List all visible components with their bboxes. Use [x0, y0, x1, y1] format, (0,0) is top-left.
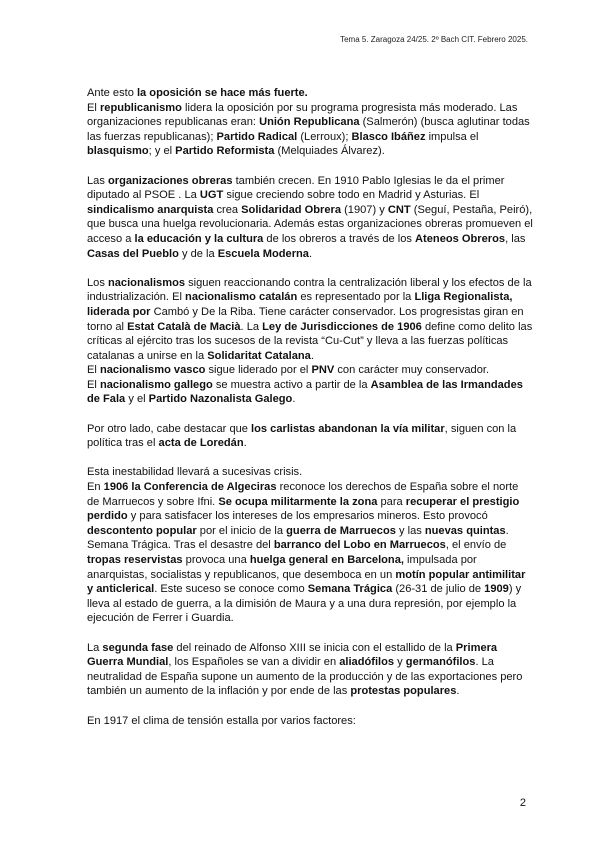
text-run: El	[87, 378, 100, 391]
page-number: 2	[519, 797, 526, 809]
text-run: y	[394, 656, 406, 669]
text-run: sigue creciendo sobre todo en Madrid y Asturias. El	[223, 189, 480, 202]
text-run: reconoce los derechos de España sobre el norte de Marruecos y sobre Ifni.	[87, 481, 519, 508]
bold-text: Se ocupa militarmente la zona	[218, 495, 378, 508]
text-run: sigue liderado por el	[205, 364, 312, 377]
bold-text: 1909	[484, 583, 509, 596]
bold-text: organizaciones obreras	[107, 174, 233, 187]
text-run: y para satisfacer los intereses de los empresarios mineros. Esto provocó	[127, 510, 488, 523]
bold-text: Escuela Moderna	[217, 247, 309, 260]
bold-text: motín popular antimilitar y anticlerical	[87, 568, 526, 596]
bold-text: la educación y la cultura	[134, 232, 264, 245]
bold-text: Lliga Regionalista, liderada por	[87, 291, 513, 318]
bold-text: Asamblea de las Irmandades de Fala	[87, 378, 523, 406]
bold-text: Solidaridad Obrera	[241, 203, 342, 216]
document-body	[87, 86, 533, 743]
page-header: Tema 5. Zaragoza 24/25. 2º Bach CIT. Febrero 2025.	[340, 35, 528, 44]
text-run: , los Españoles se van a dividir en	[168, 656, 340, 669]
bold-text: protestas populares	[350, 685, 457, 698]
text-run: (26-31 de julio de	[392, 583, 485, 596]
text-run: por el inicio de la	[196, 524, 287, 537]
paragraph-1	[87, 86, 533, 159]
text-run: ) y lleva al estado de guerra, a la dimisión de Maura y a una dura represión, por ejemplo la ejecución de Ferrer i Guardia.	[87, 583, 522, 625]
text-run: Las	[87, 174, 108, 187]
text-run: El	[87, 364, 100, 377]
text-run: La	[87, 641, 103, 654]
text-run: lidera la oposición por su programa progresista más moderado. Las organizaciones republicanas eran:	[87, 101, 518, 129]
text-run: impulsa el	[425, 130, 479, 143]
bold-text: Semana Trágica	[307, 583, 393, 596]
bold-text: PNV	[311, 364, 335, 377]
text-run: también crecen. En 1910 Pablo Iglesias le da el primer diputado al PSOE . La	[87, 174, 505, 202]
paragraph-2	[87, 174, 533, 262]
bold-text: CNT	[387, 203, 411, 216]
text-run: ; y el	[148, 145, 176, 158]
bold-text: segunda fase	[102, 641, 174, 654]
bold-text: blasquismo	[87, 145, 149, 158]
text-run: Semana Trágica. Tras el desastre del	[87, 539, 274, 552]
bold-text: sindicalismo anarquista	[87, 203, 214, 216]
bold-text: nacionalismo gallego	[99, 378, 213, 391]
bold-text: acta de Loredán	[158, 437, 244, 450]
bold-text: barranco del Lobo en Marruecos	[273, 539, 446, 552]
text-run: impulsada por anarquistas, socialistas y republicanos, que desemboca en un	[87, 554, 477, 581]
bold-text: la oposición se hace más fuerte.	[136, 87, 308, 99]
bold-text: los carlistas abandonan la vía militar	[251, 422, 445, 435]
text-run: (Salmerón) (busca aglutinar todas las fuerzas republicanas);	[87, 116, 530, 143]
text-run: crea	[213, 203, 242, 216]
text-run: Los	[87, 276, 108, 289]
text-run: En	[87, 481, 104, 494]
text-run: , el envío de	[445, 539, 507, 552]
text-run: (Lerroux);	[297, 130, 352, 143]
text-run: de los obreros a través de los	[263, 232, 416, 245]
text-run: y el	[125, 393, 149, 406]
paragraph-7	[87, 714, 533, 729]
text-run: .	[292, 393, 296, 406]
text-run: (Seguí, Pestaña, Peiró), que busca una huelga revolucionaria. Además estas organizaciones obreras promueven el acceso a	[87, 203, 533, 245]
bold-text: germanófilos	[405, 656, 476, 669]
text-run: .	[310, 349, 314, 362]
bold-text: descontento popular	[87, 524, 197, 537]
bold-text: 1906 la Conferencia de Algeciras	[103, 481, 277, 494]
bold-text: aliadófilos	[339, 656, 395, 669]
bold-text: guerra de Marruecos	[286, 524, 396, 537]
bold-text: Partido Radical	[216, 130, 298, 143]
text-run: , siguen con la política tras el	[87, 422, 517, 450]
bold-text: republicanismo	[99, 101, 182, 114]
bold-text: tropas reservistas	[87, 554, 183, 566]
text-run: El	[87, 101, 100, 114]
text-run: para	[377, 495, 406, 508]
bold-text: Partido Reformista	[175, 145, 275, 158]
text-run: define como delito las críticas al ejército tras los sucesos de la revista “Cu-Cut” y lleva a las fuerzas políticas catalanas a unirse en la	[87, 320, 533, 362]
bold-text: UGT	[199, 189, 224, 202]
text-run: .	[505, 524, 509, 537]
bold-text: nacionalismo catalán	[185, 291, 298, 304]
text-run: Esta inestabilidad llevará a sucesivas crisis.	[87, 466, 303, 479]
text-run: .	[456, 685, 460, 698]
text-run: Por otro lado, cabe destacar que	[87, 422, 252, 435]
text-run: Ante esto	[87, 87, 137, 99]
text-run: y las	[395, 524, 425, 537]
text-run: . Este suceso se conoce como	[154, 583, 308, 596]
text-run: .	[243, 437, 247, 450]
bold-text: Casas del Pueblo	[87, 247, 179, 260]
bold-text: nacionalismos	[107, 276, 186, 289]
paragraph-4	[87, 422, 533, 451]
paragraph-3	[87, 276, 533, 407]
text-run: siguen reaccionando contra la centralización liberal y los efectos de la industrialización. El	[87, 276, 532, 304]
bold-text: Ateneos Obreros	[415, 232, 506, 245]
bold-text: Estat Català de Macià	[127, 320, 241, 333]
text-run: . La neutralidad de España supone un aumento de la producción y de las exportaciones pero también un aumento de la inflación y por ende de las	[87, 656, 523, 698]
bold-text: nacionalismo vasco	[99, 364, 206, 377]
text-run: (1907) y	[341, 203, 388, 216]
text-run: Cambó y De la Riba. Tiene carácter conservador. Los progresistas giran en torno al	[87, 305, 524, 333]
bold-text: recuperar el prestigio perdido	[87, 495, 520, 523]
text-run: se muestra activo a partir de la	[212, 378, 371, 391]
text-run: provoca una	[182, 554, 250, 566]
bold-text: Partido Nazonalista Galego	[148, 393, 293, 406]
text-run: (Melquiades Álvarez).	[274, 145, 385, 158]
text-run: En 1917 el clima de tensión estalla por varios factores:	[87, 714, 356, 727]
text-run: .	[308, 247, 313, 260]
text-run: . La	[240, 320, 263, 333]
text-run: es representado por la	[297, 291, 415, 304]
text-run: del reinado de Alfonso XIII se inicia con el estallido de la	[173, 641, 456, 654]
paragraph-5	[87, 465, 533, 626]
bold-text: Unión Republicana	[259, 116, 360, 129]
bold-text: Blasco Ibáñez	[351, 130, 426, 143]
text-run: con carácter muy conservador.	[334, 364, 490, 377]
text-run: y de la	[178, 247, 218, 260]
paragraph-6	[87, 641, 533, 699]
bold-text: Solidaritat Catalana	[207, 349, 311, 362]
bold-text: Ley de Jurisdicciones de 1906	[262, 320, 422, 333]
text-run: , las	[505, 232, 526, 245]
bold-text: nuevas quintas	[424, 524, 506, 537]
bold-text: huelga general en Barcelona,	[249, 554, 404, 566]
bold-text: Primera Guerra Mundial	[87, 641, 498, 669]
